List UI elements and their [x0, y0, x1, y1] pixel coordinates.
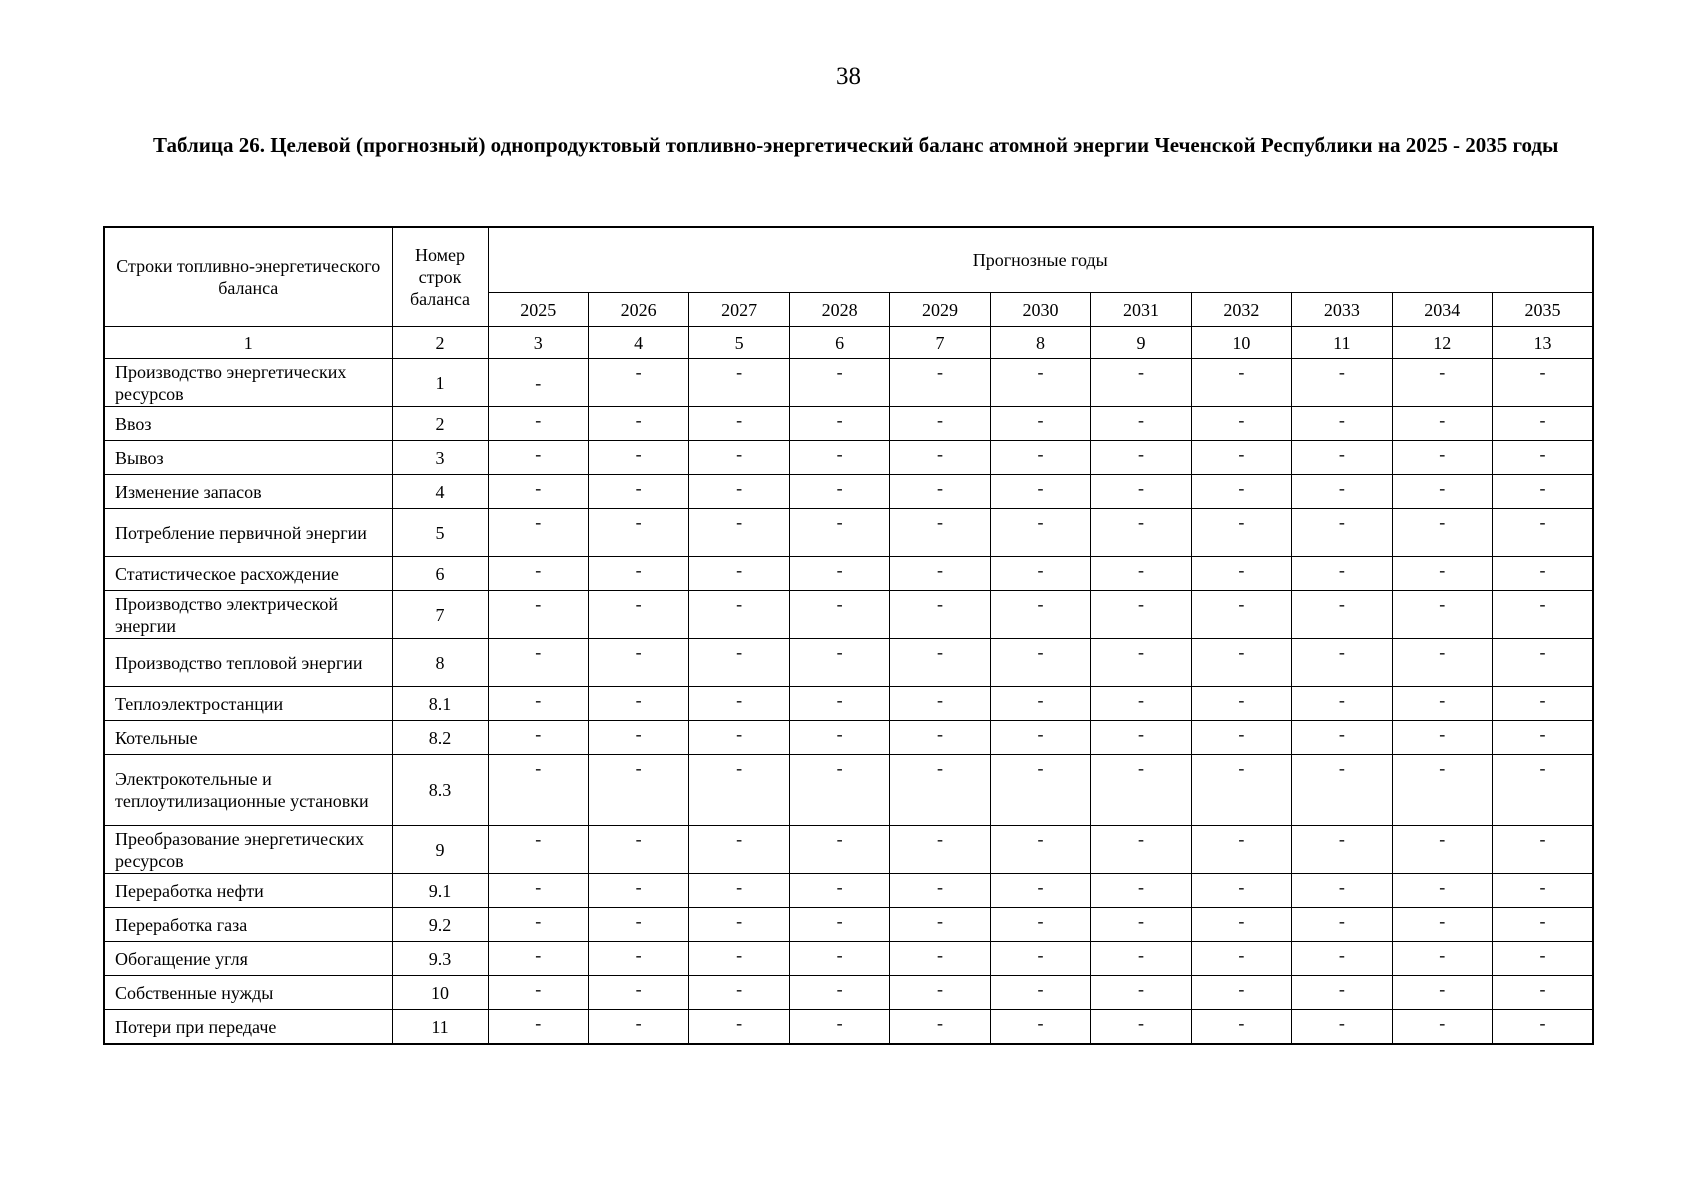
value-cell: -	[990, 1010, 1090, 1045]
value-cell: -	[890, 908, 990, 942]
value-cell: -	[1091, 826, 1191, 874]
value-cell: -	[789, 908, 889, 942]
value-cell: -	[689, 755, 789, 826]
row-label: Ввоз	[104, 407, 392, 441]
value-cell: -	[588, 755, 688, 826]
value-cell: -	[1392, 557, 1492, 591]
value-cell: -	[1292, 591, 1392, 639]
value-cell: -	[1392, 475, 1492, 509]
table-row	[104, 942, 1593, 976]
value-cell: -	[1392, 407, 1492, 441]
row-number: 7	[392, 591, 488, 639]
value-cell: -	[1392, 441, 1492, 475]
column-number: 12	[1392, 327, 1492, 359]
value-cell: -	[588, 908, 688, 942]
value-cell: -	[890, 687, 990, 721]
value-cell: -	[990, 509, 1090, 557]
table-row	[104, 826, 1593, 874]
value-cell: -	[1493, 557, 1593, 591]
value-cell: -	[1191, 557, 1291, 591]
value-cell: -	[1191, 359, 1291, 407]
value-cell: -	[1493, 908, 1593, 942]
value-cell: -	[1292, 826, 1392, 874]
table-row	[104, 1010, 1593, 1045]
value-cell: -	[1292, 407, 1392, 441]
value-cell: -	[689, 509, 789, 557]
value-cell: -	[1493, 441, 1593, 475]
value-cell: -	[1493, 407, 1593, 441]
value-cell: -	[890, 942, 990, 976]
column-number: 6	[789, 327, 889, 359]
row-number: 9.2	[392, 908, 488, 942]
table-row	[104, 976, 1593, 1010]
table-row	[104, 874, 1593, 908]
year-header: 2033	[1292, 293, 1392, 327]
value-cell: -	[488, 976, 588, 1010]
value-cell: -	[890, 874, 990, 908]
column-number: 11	[1292, 327, 1392, 359]
value-cell: -	[990, 441, 1090, 475]
value-cell: -	[789, 407, 889, 441]
value-cell: -	[789, 826, 889, 874]
value-cell: -	[488, 509, 588, 557]
value-cell: -	[1493, 475, 1593, 509]
value-cell: -	[789, 1010, 889, 1045]
value-cell: -	[488, 874, 588, 908]
table-row	[104, 557, 1593, 591]
value-cell: -	[789, 755, 889, 826]
value-cell: -	[1191, 687, 1291, 721]
value-cell: -	[1493, 359, 1593, 407]
year-header: 2029	[890, 293, 990, 327]
value-cell: -	[1292, 509, 1392, 557]
value-cell: -	[1191, 475, 1291, 509]
value-cell: -	[588, 1010, 688, 1045]
column-number: 1	[104, 327, 392, 359]
column-number: 3	[488, 327, 588, 359]
value-cell: -	[488, 1010, 588, 1045]
row-label: Производство энергетических ресурсов	[104, 359, 392, 407]
value-cell: -	[789, 557, 889, 591]
value-cell: -	[789, 687, 889, 721]
value-cell: -	[1292, 942, 1392, 976]
value-cell: -	[488, 942, 588, 976]
value-cell: -	[990, 942, 1090, 976]
balance-table	[103, 226, 1594, 1045]
column-number: 2	[392, 327, 488, 359]
value-cell: -	[1191, 441, 1291, 475]
value-cell: -	[789, 441, 889, 475]
column-number: 5	[689, 327, 789, 359]
value-cell: -	[1091, 942, 1191, 976]
value-cell: -	[488, 407, 588, 441]
value-cell: -	[1392, 509, 1492, 557]
value-cell: -	[689, 908, 789, 942]
value-cell: -	[689, 721, 789, 755]
value-cell: -	[1392, 687, 1492, 721]
value-cell: -	[1091, 721, 1191, 755]
value-cell: -	[890, 359, 990, 407]
value-cell: -	[1292, 475, 1392, 509]
row-number: 2	[392, 407, 488, 441]
value-cell: -	[890, 755, 990, 826]
value-cell: -	[1493, 721, 1593, 755]
table-row	[104, 475, 1593, 509]
year-header: 2032	[1191, 293, 1291, 327]
column-number: 9	[1091, 327, 1191, 359]
table-row	[104, 639, 1593, 687]
value-cell: -	[689, 1010, 789, 1045]
header-row	[104, 227, 1593, 293]
value-cell: -	[689, 687, 789, 721]
value-cell: -	[689, 942, 789, 976]
year-header: 2025	[488, 293, 588, 327]
value-cell: -	[789, 976, 889, 1010]
value-cell: -	[789, 475, 889, 509]
value-cell: -	[890, 475, 990, 509]
row-number: 9.3	[392, 942, 488, 976]
value-cell: -	[1493, 942, 1593, 976]
table-row	[104, 721, 1593, 755]
value-cell: -	[588, 407, 688, 441]
value-cell: -	[990, 908, 1090, 942]
value-cell: -	[990, 755, 1090, 826]
value-cell: -	[1392, 639, 1492, 687]
value-cell: -	[1493, 826, 1593, 874]
row-label: Производство электрической энергии	[104, 591, 392, 639]
column-number: 7	[890, 327, 990, 359]
value-cell: -	[1292, 755, 1392, 826]
value-cell: -	[689, 826, 789, 874]
value-cell: -	[1191, 639, 1291, 687]
row-label: Изменение запасов	[104, 475, 392, 509]
value-cell: -	[1392, 1010, 1492, 1045]
value-cell: -	[488, 687, 588, 721]
row-label: Котельные	[104, 721, 392, 755]
value-cell: -	[1292, 687, 1392, 721]
year-header: 2027	[689, 293, 789, 327]
value-cell: -	[689, 359, 789, 407]
value-cell: -	[990, 639, 1090, 687]
table-row	[104, 407, 1593, 441]
value-cell: -	[1292, 1010, 1392, 1045]
value-cell: -	[1091, 908, 1191, 942]
value-cell: -	[890, 509, 990, 557]
value-cell: -	[1191, 942, 1291, 976]
column-number: 4	[588, 327, 688, 359]
value-cell: -	[1191, 908, 1291, 942]
value-cell: -	[1091, 687, 1191, 721]
value-cell: -	[1493, 755, 1593, 826]
table-title: Таблица 26. Целевой (прогнозный) однопродуктовый топливно-энергетический баланс атомной энергии Чеченской Республики на 2025 - 2035 годы	[153, 133, 1559, 157]
table-row	[104, 755, 1593, 826]
row-number: 6	[392, 557, 488, 591]
row-number: 8	[392, 639, 488, 687]
column-numbers-row	[104, 327, 1593, 359]
value-cell: -	[890, 639, 990, 687]
value-cell: -	[1191, 721, 1291, 755]
value-cell: -	[1091, 874, 1191, 908]
value-cell: -	[1392, 874, 1492, 908]
value-cell: -	[588, 591, 688, 639]
value-cell: -	[588, 687, 688, 721]
value-cell: -	[1392, 908, 1492, 942]
value-cell: -	[1493, 1010, 1593, 1045]
table-row	[104, 687, 1593, 721]
value-cell: -	[588, 509, 688, 557]
value-cell: -	[990, 359, 1090, 407]
value-cell: -	[1392, 826, 1492, 874]
value-cell: -	[689, 591, 789, 639]
value-cell: -	[990, 976, 1090, 1010]
value-cell: -	[789, 509, 889, 557]
table-row	[104, 359, 1593, 407]
row-number: 8.2	[392, 721, 488, 755]
value-cell: -	[1091, 976, 1191, 1010]
value-cell: -	[1292, 639, 1392, 687]
rows-column-header: Строки топливно-энергетического баланса	[104, 227, 392, 327]
value-cell: -	[890, 591, 990, 639]
value-cell: -	[1091, 475, 1191, 509]
value-cell: -	[488, 721, 588, 755]
value-cell: -	[689, 874, 789, 908]
row-number: 9.1	[392, 874, 488, 908]
value-cell: -	[789, 942, 889, 976]
value-cell: -	[1493, 591, 1593, 639]
value-cell: -	[990, 826, 1090, 874]
value-cell: -	[1292, 557, 1392, 591]
row-label: Потери при передаче	[104, 1010, 392, 1045]
year-header: 2028	[789, 293, 889, 327]
row-label: Теплоэлектростанции	[104, 687, 392, 721]
table-row	[104, 509, 1593, 557]
value-cell: -	[1091, 407, 1191, 441]
value-cell: -	[1392, 591, 1492, 639]
row-label: Переработка газа	[104, 908, 392, 942]
value-cell: -	[1292, 908, 1392, 942]
value-cell: -	[588, 639, 688, 687]
value-cell: -	[789, 874, 889, 908]
value-cell: -	[488, 475, 588, 509]
value-cell: -	[1191, 976, 1291, 1010]
value-cell: -	[1091, 359, 1191, 407]
value-cell: -	[1091, 639, 1191, 687]
value-cell: -	[488, 826, 588, 874]
column-number: 10	[1191, 327, 1291, 359]
row-label: Статистическое расхождение	[104, 557, 392, 591]
row-number: 10	[392, 976, 488, 1010]
value-cell: -	[1091, 557, 1191, 591]
value-cell: -	[1392, 755, 1492, 826]
value-cell: -	[488, 557, 588, 591]
value-cell: -	[1292, 359, 1392, 407]
value-cell: -	[1091, 1010, 1191, 1045]
value-cell: -	[1191, 826, 1291, 874]
column-number: 13	[1493, 327, 1593, 359]
value-cell: -	[1191, 874, 1291, 908]
row-number: 4	[392, 475, 488, 509]
value-cell: -	[990, 557, 1090, 591]
value-cell: -	[1392, 721, 1492, 755]
value-cell: -	[1191, 509, 1291, 557]
value-cell: -	[689, 441, 789, 475]
row-label: Электрокотельные и теплоутилизационные установки	[104, 755, 392, 826]
value-cell: -	[1091, 591, 1191, 639]
value-cell: -	[488, 908, 588, 942]
year-header: 2031	[1091, 293, 1191, 327]
value-cell: -	[689, 639, 789, 687]
value-cell: -	[1091, 755, 1191, 826]
value-cell: -	[890, 441, 990, 475]
row-number: 5	[392, 509, 488, 557]
value-cell: -	[1091, 509, 1191, 557]
value-cell: -	[588, 721, 688, 755]
table-row	[104, 908, 1593, 942]
value-cell: -	[488, 639, 588, 687]
row-number: 9	[392, 826, 488, 874]
value-cell: -	[789, 591, 889, 639]
value-cell: -	[1191, 591, 1291, 639]
value-cell: -	[1191, 755, 1291, 826]
row-number: 3	[392, 441, 488, 475]
value-cell: -	[588, 475, 688, 509]
value-cell: -	[1493, 874, 1593, 908]
value-cell: -	[1392, 976, 1492, 1010]
row-number: 8.3	[392, 755, 488, 826]
value-cell: -	[890, 1010, 990, 1045]
value-cell: -	[588, 826, 688, 874]
row-label: Преобразование энергетических ресурсов	[104, 826, 392, 874]
value-cell: -	[488, 441, 588, 475]
value-cell: -	[990, 475, 1090, 509]
value-cell: -	[789, 359, 889, 407]
value-cell: -	[789, 721, 889, 755]
value-cell: -	[1493, 509, 1593, 557]
value-cell: -	[1493, 976, 1593, 1010]
number-column-header: Номер строк баланса	[392, 227, 488, 327]
row-number: 11	[392, 1010, 488, 1045]
row-label: Собственные нужды	[104, 976, 392, 1010]
value-cell: -	[488, 591, 588, 639]
value-cell: -	[488, 755, 588, 826]
row-label: Производство тепловой энергии	[104, 639, 392, 687]
value-cell: -	[689, 475, 789, 509]
value-cell: -	[588, 976, 688, 1010]
year-header: 2034	[1392, 293, 1492, 327]
value-cell: -	[488, 359, 588, 407]
value-cell: -	[990, 591, 1090, 639]
value-cell: -	[990, 407, 1090, 441]
value-cell: -	[1191, 407, 1291, 441]
value-cell: -	[890, 557, 990, 591]
value-cell: -	[588, 359, 688, 407]
year-header: 2035	[1493, 293, 1593, 327]
year-header: 2030	[990, 293, 1090, 327]
value-cell: -	[689, 557, 789, 591]
value-cell: -	[588, 874, 688, 908]
value-cell: -	[990, 874, 1090, 908]
value-cell: -	[588, 942, 688, 976]
value-cell: -	[689, 407, 789, 441]
value-cell: -	[1292, 441, 1392, 475]
table-row	[104, 591, 1593, 639]
row-label: Обогащение угля	[104, 942, 392, 976]
row-label: Потребление первичной энергии	[104, 509, 392, 557]
value-cell: -	[990, 721, 1090, 755]
value-cell: -	[789, 639, 889, 687]
value-cell: -	[990, 687, 1090, 721]
value-cell: -	[1493, 639, 1593, 687]
table-row	[104, 441, 1593, 475]
row-number: 1	[392, 359, 488, 407]
value-cell: -	[1292, 976, 1392, 1010]
year-header: 2026	[588, 293, 688, 327]
column-number: 8	[990, 327, 1090, 359]
row-label: Переработка нефти	[104, 874, 392, 908]
row-number: 8.1	[392, 687, 488, 721]
value-cell: -	[1392, 942, 1492, 976]
value-cell: -	[1191, 1010, 1291, 1045]
value-cell: -	[1493, 687, 1593, 721]
value-cell: -	[890, 826, 990, 874]
page-number: 38	[836, 63, 861, 90]
value-cell: -	[890, 407, 990, 441]
value-cell: -	[1392, 359, 1492, 407]
value-cell: -	[890, 976, 990, 1010]
value-cell: -	[689, 976, 789, 1010]
value-cell: -	[890, 721, 990, 755]
forecast-years-header: Прогнозные годы	[488, 227, 1593, 293]
value-cell: -	[1292, 874, 1392, 908]
value-cell: -	[588, 557, 688, 591]
value-cell: -	[1091, 441, 1191, 475]
value-cell: -	[1292, 721, 1392, 755]
value-cell: -	[588, 441, 688, 475]
row-label: Вывоз	[104, 441, 392, 475]
